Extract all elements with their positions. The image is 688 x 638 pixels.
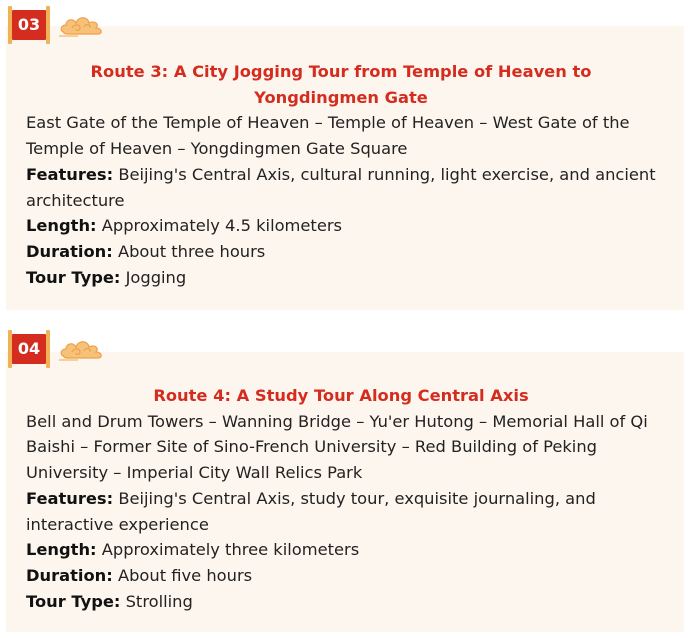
route-stops: East Gate of the Temple of Heaven – Temple of Heaven – West Gate of the Temple of Heaven – Yongdingmen Gate Square (26, 113, 630, 159)
features-row (26, 486, 656, 537)
duration-label: Duration: (26, 565, 113, 585)
duration-label: Duration: (26, 241, 113, 261)
badge-rod-right (46, 6, 50, 44)
duration-value: About five hours (112, 565, 253, 585)
tour-type-row (26, 265, 656, 291)
features-value: Beijing's Central Axis, cultural running, light exercise, and ancient architecture (26, 164, 656, 210)
length-label: Length: (26, 540, 97, 560)
length-value: Approximately three kilometers (96, 540, 360, 560)
route-title: Route 3: A City Jogging Tour from Temple of Heaven to Yongdingmen Gate (90, 62, 592, 107)
tour-type-row (26, 589, 656, 615)
badge-rod-right (46, 330, 50, 368)
auspicious-cloud-icon (58, 12, 104, 38)
duration-value: About three hours (112, 241, 266, 261)
route-title: Route 4: A Study Tour Along Central Axis (153, 386, 529, 405)
features-value: Beijing's Central Axis, study tour, exquisite journaling, and interactive experience (26, 488, 596, 534)
auspicious-cloud-icon (58, 336, 104, 362)
tour-type-value: Strolling (120, 591, 193, 611)
duration-row (26, 563, 656, 589)
route-content (26, 59, 656, 290)
features-label: Features: (26, 488, 114, 508)
route-stops: Bell and Drum Towers – Wanning Bridge – Yu'er Hutong – Memorial Hall of Qi Baishi – Former Site of Sino-French University – Red Building of Peking University – Imperial City Wall Relics Park (26, 411, 648, 483)
tour-type-value: Jogging (120, 267, 187, 287)
route-section-3 (6, 6, 684, 310)
tour-type-label: Tour Type: (26, 267, 121, 287)
length-row (26, 537, 656, 563)
length-row (26, 213, 656, 239)
route-content (26, 383, 656, 614)
length-label: Length: (26, 216, 97, 236)
tour-type-label: Tour Type: (26, 591, 121, 611)
features-row (26, 162, 656, 213)
features-label: Features: (26, 164, 114, 184)
route-number: 04 (17, 339, 41, 358)
route-section-4 (6, 330, 684, 632)
route-number: 03 (17, 15, 41, 34)
length-value: Approximately 4.5 kilometers (96, 216, 343, 236)
duration-row (26, 239, 656, 265)
route-number-badge (8, 330, 50, 368)
route-number-badge (8, 6, 50, 44)
